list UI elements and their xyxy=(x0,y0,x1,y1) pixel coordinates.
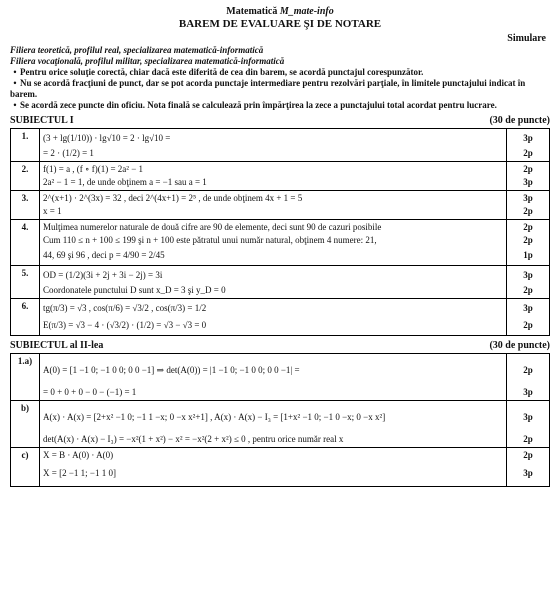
solution-line: X = B · A(0) · A(0) xyxy=(43,450,114,460)
item-solution xyxy=(40,354,507,401)
solution-line: 2^(x+1) · 2^(3x) = 32 , deci 2^(4x+1) = 2⁵ , de unde obţinem 4x + 1 = 5 xyxy=(43,193,303,203)
subject-1-heading xyxy=(10,115,550,127)
item-points xyxy=(507,401,550,448)
item-number: 6. xyxy=(11,299,40,336)
points-value: 2p xyxy=(523,164,533,174)
points-value: 3p xyxy=(523,193,533,203)
points-value: 3p xyxy=(523,270,533,280)
item-solution xyxy=(40,266,507,299)
item-number: 4. xyxy=(11,220,40,266)
subject-1-points: (30 de puncte) xyxy=(489,115,550,126)
instruction-item: • Pentru orice soluţie corectă, chiar dacă este diferită de cea din barem, se acordă punctajul corespunzător. xyxy=(10,67,550,78)
item-points xyxy=(507,299,550,336)
solution-line: x = 1 xyxy=(43,206,62,216)
solution-line: 44, 69 şi 96 , deci p = 4/90 = 2/45 xyxy=(43,250,165,260)
table-row xyxy=(11,299,550,336)
points-value: 2p xyxy=(523,365,533,375)
points-value: 2p xyxy=(523,285,533,295)
subject-2-title: SUBIECTUL al II-lea xyxy=(10,340,104,351)
points-value: 2p xyxy=(523,222,533,232)
points-value: 2p xyxy=(523,235,533,245)
table-row xyxy=(11,448,550,487)
title-profile: M_mate-info xyxy=(279,6,334,17)
table-row xyxy=(11,266,550,299)
solution-line: Coordonatele punctului D sunt x_D = 3 şi y_D = 0 xyxy=(43,285,226,295)
subject-2-heading xyxy=(10,340,550,352)
table-row xyxy=(11,191,550,220)
table-row xyxy=(11,401,550,448)
item-solution xyxy=(40,401,507,448)
item-points xyxy=(507,220,550,266)
solution-line: OD = (1/2)(3i + 2j + 3i − 2j) = 3i xyxy=(43,270,163,280)
instruction-item: • Nu se acordă fracţiuni de punct, dar se pot acorda punctaje intermediare pentru rezolvări parţiale, în limitele punctajului indicat în barem. xyxy=(10,78,550,100)
item-points xyxy=(507,354,550,401)
item-points xyxy=(507,162,550,191)
instructions-list xyxy=(10,67,550,111)
points-value: 3p xyxy=(523,387,533,397)
subject-1-table xyxy=(10,128,550,336)
item-number: b) xyxy=(11,401,40,448)
filiera-line: Filiera vocaţională, profilul militar, specializarea matematică-informatică xyxy=(10,56,285,66)
item-number: 1.a) xyxy=(11,354,40,401)
solution-line: tg(π/3) = √3 , cos(π/6) = √3/2 , cos(π/3) = 1/2 xyxy=(43,303,207,313)
solution-line: A(0) = [1 −1 0; −1 0 0; 0 0 −1] ⇒ det(A(0)) = |1 −1 0; −1 0 0; 0 0 −1| = xyxy=(43,365,300,375)
solution-line: X = [2 −1 1; −1 1 0] xyxy=(43,468,116,478)
item-number: 5. xyxy=(11,266,40,299)
item-solution xyxy=(40,191,507,220)
subject-2-table xyxy=(10,353,550,487)
item-points xyxy=(507,266,550,299)
item-solution xyxy=(40,220,507,266)
exam-subtitle: BAREM DE EVALUARE ŞI DE NOTARE xyxy=(178,18,382,30)
solution-line: E(π/3) = √3 − 4 · (√3/2) · (1/2) = √3 − √3 = 0 xyxy=(43,320,207,330)
document-page xyxy=(10,0,550,487)
solution-line: (3 + lg(1/10)) · lg√10 = 2 · lg√10 = xyxy=(43,133,171,143)
solution-line: Cum 110 ≤ n + 100 ≤ 199 şi n + 100 este pătratul unui număr natural, obţinem 4 numere: 21, xyxy=(43,235,377,245)
title-prefix: Matematică xyxy=(226,6,280,17)
item-solution xyxy=(40,129,507,162)
points-value: 3p xyxy=(523,303,533,313)
subject-2-points: (30 de puncte) xyxy=(489,340,550,351)
item-points xyxy=(507,129,550,162)
item-points xyxy=(507,191,550,220)
points-value: 2p xyxy=(523,320,533,330)
table-row xyxy=(11,129,550,162)
points-value: 2p xyxy=(523,450,533,460)
instruction-item: • Se acordă zece puncte din oficiu. Nota finală se calculează prin împărţirea la zece a punctajului total acordat pentru lucrare. xyxy=(10,100,550,111)
points-value: 2p xyxy=(523,206,533,216)
table-row xyxy=(11,220,550,266)
filiera-line: Filiera teoretică, profilul real, specializarea matematică-informatică xyxy=(10,45,264,55)
points-value: 3p xyxy=(523,468,533,478)
solution-line: f(1) = a , (f ∘ f)(1) = 2a² − 1 xyxy=(43,164,144,174)
points-value: 2p xyxy=(523,434,533,444)
item-solution xyxy=(40,299,507,336)
subject-1-title: SUBIECTUL I xyxy=(10,115,74,126)
points-value: 3p xyxy=(523,133,533,143)
table-row xyxy=(11,354,550,401)
solution-line: det(A(x) · A(x) − I₃) = −x²(1 + x²) − x² = −x²(2 + x²) ≤ 0 , pentru orice număr real x xyxy=(43,434,344,444)
item-points xyxy=(507,448,550,487)
simulare-label: Simulare xyxy=(507,33,546,44)
solution-line: = 2 · (1/2) = 1 xyxy=(43,148,94,158)
points-value: 3p xyxy=(523,412,533,422)
points-value: 2p xyxy=(523,148,533,158)
item-number: 1. xyxy=(11,129,40,162)
solution-line: A(x) · A(x) = [2+x² −1 0; −1 1 −x; 0 −x x²+1] , A(x) · A(x) − I₃ = [1+x² −1 0; −1 0 −x; 0 −x x²] xyxy=(43,412,386,422)
table-row xyxy=(11,162,550,191)
solution-line: 2a² − 1 = 1, de unde obţinem a = −1 sau a = 1 xyxy=(43,177,207,187)
item-solution xyxy=(40,448,507,487)
item-number: 3. xyxy=(11,191,40,220)
solution-line: Mulţimea numerelor naturale de două cifre are 90 de elemente, deci sunt 90 de cazuri posibile xyxy=(43,222,382,232)
solution-line: = 0 + 0 + 0 − 0 − (−1) = 1 xyxy=(43,387,137,397)
points-value: 3p xyxy=(523,177,533,187)
item-number: c) xyxy=(11,448,40,487)
item-solution xyxy=(40,162,507,191)
item-number: 2. xyxy=(11,162,40,191)
exam-title xyxy=(10,6,550,18)
points-value: 1p xyxy=(523,250,533,260)
